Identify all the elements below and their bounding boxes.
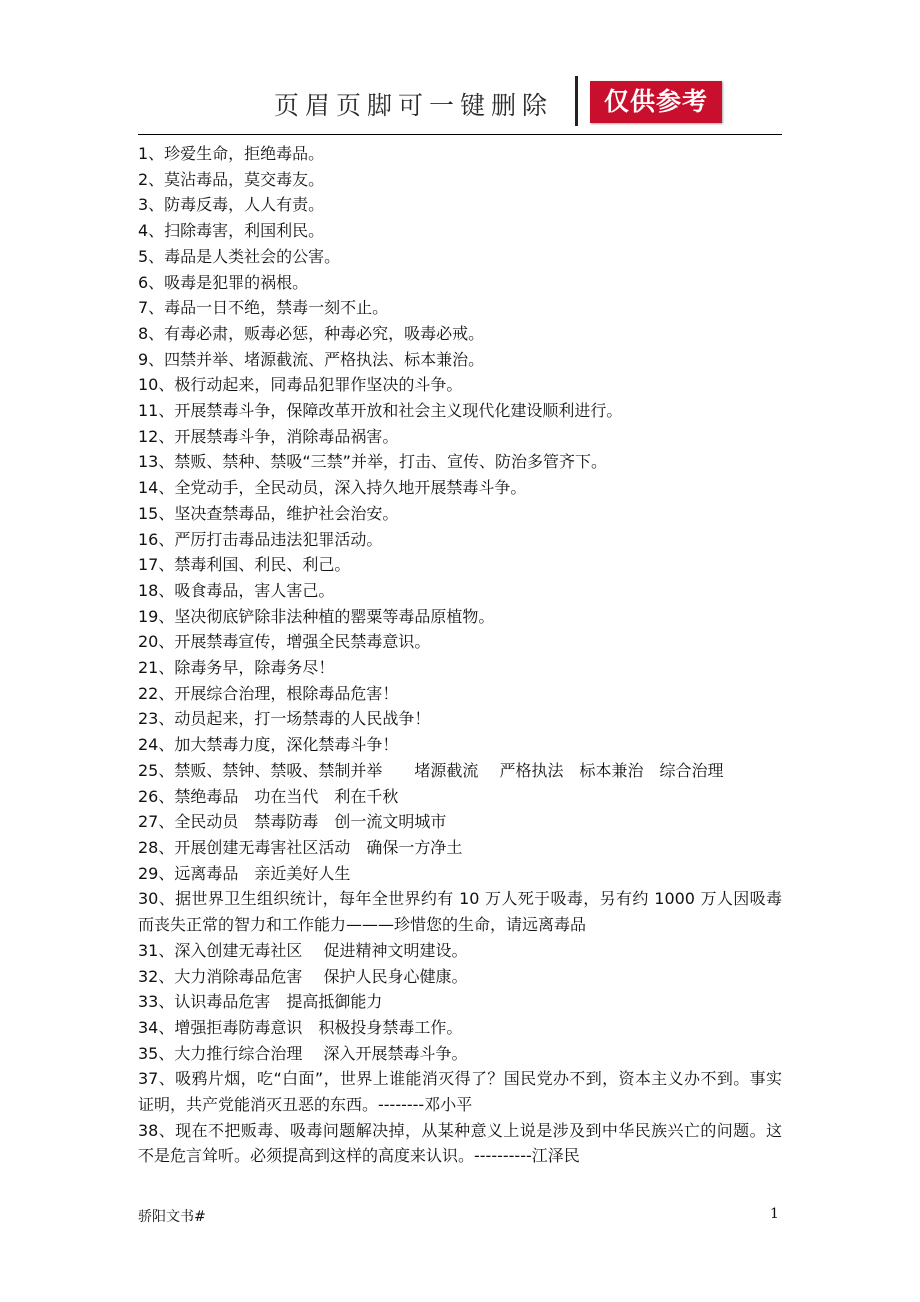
list-item: 4、扫除毒害，利国利民。 [138,221,325,241]
reference-stamp: 仅供参考 [590,81,722,123]
list-item: 18、吸食毒品，害人害己。 [138,580,335,600]
list-item: 31、深入创建无毒社区 促进精神文明建设。 [138,940,468,960]
list-item: 7、毒品一日不绝，禁毒一刻不止。 [138,298,389,318]
list-item: 2、莫沾毒品，莫交毒友。 [138,169,325,189]
list-item: 11、开展禁毒斗争，保障改革开放和社会主义现代化建设顺利进行。 [138,401,623,421]
slogan-list [138,141,782,1169]
list-item: 14、全党动手，全民动员，深入持久地开展禁毒斗争。 [138,478,527,498]
list-item: 10、极行动起来，同毒品犯罪作坚决的斗争。 [138,375,463,395]
list-item: 16、严厉打击毒品违法犯罪活动。 [138,529,383,549]
list-item: 22、开展综合治理，根除毒品危害！ [138,683,399,703]
list-item: 30、据世界卫生组织统计，每年全世界约有 10 万人死于吸毒，另有约 1000 万人因吸毒而丧失正常的智力和工作能力———珍惜您的生命，请远离毒品 [138,889,782,935]
list-item: 35、大力推行综合治理 深入开展禁毒斗争。 [138,1043,468,1063]
list-item: 24、加大禁毒力度，深化禁毒斗争！ [138,735,399,755]
list-item: 19、坚决彻底铲除非法种植的罂粟等毒品原植物。 [138,606,495,626]
list-item: 3、防毒反毒，人人有责。 [138,195,325,215]
list-item: 27、全民动员 禁毒防毒 创一流文明城市 [138,812,447,832]
list-item: 9、四禁并举、堵源截流、严格执法、标本兼治。 [138,349,485,369]
list-item: 6、吸毒是犯罪的祸根。 [138,272,309,292]
list-item: 29、远离毒品 亲近美好人生 [138,863,351,883]
list-item: 1、珍爱生命，拒绝毒品。 [138,144,325,163]
list-item: 8、有毒必肃，贩毒必惩，种毒必究，吸毒必戒。 [138,323,485,343]
list-item: 15、坚决查禁毒品，维护社会治安。 [138,503,399,523]
list-item: 37、吸鸦片烟，吃“白面”，世界上谁能消灭得了？国民党办不到，资本主义办不到。事实证明，共产党能消灭丑恶的东西。--------邓小平 [138,1069,782,1115]
header-divider [575,76,578,126]
header-rule [138,134,782,135]
list-item: 17、禁毒利国、利民、利己。 [138,555,351,575]
list-item: 13、禁贩、禁种、禁吸“三禁”并举，打击、宣传、防治多管齐下。 [138,452,607,472]
footer-source: 骄阳文书# [138,1209,206,1225]
page-header [138,76,782,136]
list-item: 34、增强拒毒防毒意识 积极投身禁毒工作。 [138,1017,463,1037]
list-item: 26、禁绝毒品 功在当代 利在千秋 [138,786,399,806]
list-item: 32、大力消除毒品危害 保护人民身心健康。 [138,966,468,986]
list-item: 20、开展禁毒宣传，增强全民禁毒意识。 [138,632,431,652]
list-item: 38、现在不把贩毒、吸毒问题解决掉，从某种意义上说是涉及到中华民族兴亡的问题。这不是危言耸听。必须提高到这样的高度来认识。----------江泽民 [138,1120,782,1166]
list-item: 5、毒品是人类社会的公害。 [138,246,341,266]
list-item: 21、除毒务早，除毒务尽！ [138,658,335,678]
page-number: 1 [770,1206,779,1222]
list-item: 28、开展创建无毒害社区活动 确保一方净土 [138,837,463,857]
list-item: 25、禁贩、禁钟、禁吸、禁制并举 堵源截流 严格执法 标本兼治 综合治理 [138,760,724,780]
list-item: 12、开展禁毒斗争，消除毒品祸害。 [138,426,399,446]
header-title: 页眉页脚可一键删除 [274,91,554,120]
list-item: 33、认识毒品危害 提高抵御能力 [138,992,383,1012]
list-item: 23、动员起来，打一场禁毒的人民战争！ [138,709,431,729]
